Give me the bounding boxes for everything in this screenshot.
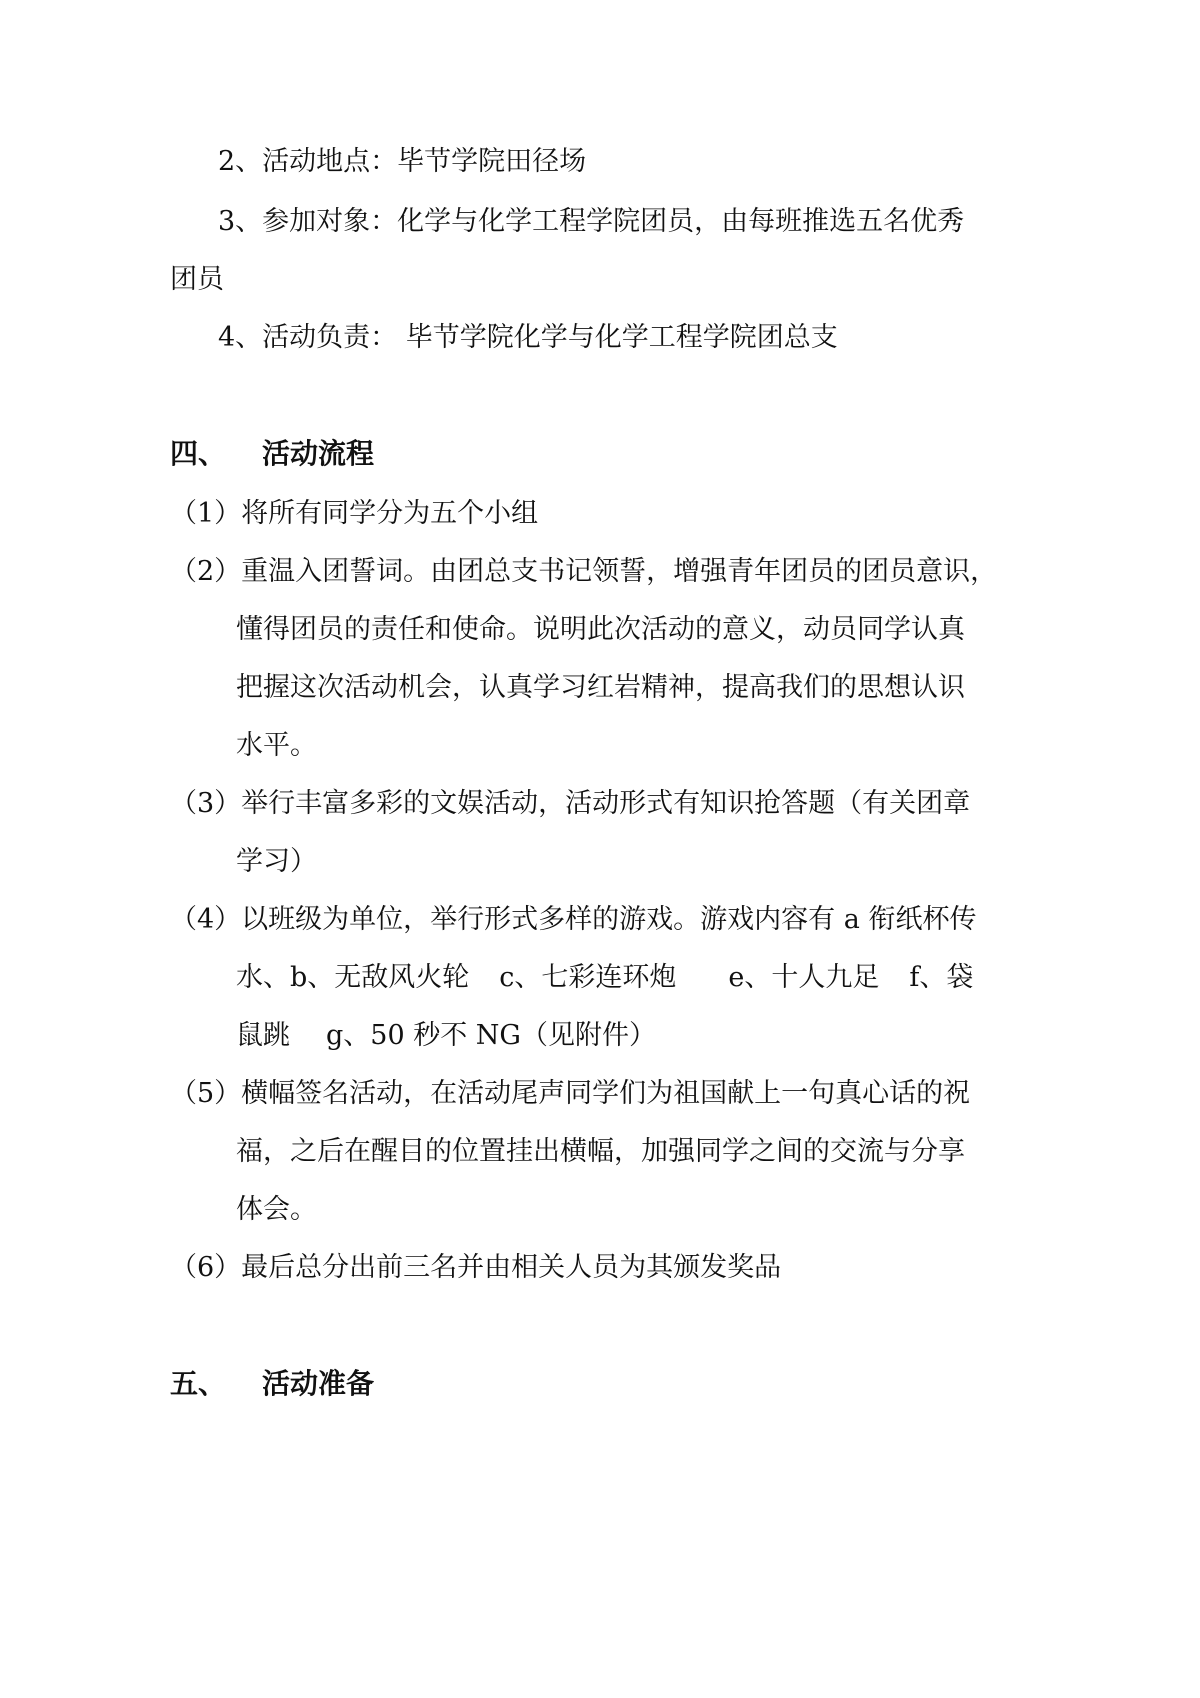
participants-line-1: 3、参加对象：化学与化学工程学院团员，由每班推选五名优秀 [218, 206, 965, 237]
section-5-number: 五、 [170, 1367, 227, 1400]
game-list-part-a: 水、b、无敌风火轮 [236, 962, 470, 993]
section-5-heading [170, 1366, 374, 1402]
step-2-line-3: 把握这次活动机会，认真学习红岩精神，提高我们的思想认识 [236, 672, 965, 703]
step-2-line-2: 懂得团员的责任和使命。说明此次活动的意义，动员同学认真 [236, 614, 965, 645]
game-list-part-d: f、袋 [909, 962, 974, 993]
step-4-line-1: （4）以班级为单位，举行形式多样的游戏。游戏内容有 a 衔纸杯传 [170, 904, 977, 935]
step-2-line-1: （2）重温入团誓词。由团总支书记领誓，增强青年团员的团员意识， [170, 556, 998, 587]
step-4-line-3 [236, 1018, 656, 1054]
step-6: （6）最后总分出前三名并由相关人员为其颁发奖品 [170, 1252, 782, 1283]
step-3-line-2: 学习） [236, 846, 317, 877]
step-2-line-4: 水平。 [236, 730, 317, 761]
game-list-part-b: c、七彩连环炮 [499, 962, 677, 993]
step-5-line-3: 体会。 [236, 1194, 317, 1225]
game-list-part-e: 鼠跳 [236, 1020, 290, 1051]
section-4-number: 四、 [170, 437, 227, 470]
step-5-line-2: 福，之后在醒目的位置挂出横幅，加强同学之间的交流与分享 [236, 1136, 965, 1167]
game-list-part-f: g、50 秒不 NG（见附件） [326, 1020, 656, 1051]
participants-line-2: 团员 [170, 264, 224, 295]
step-3-line-1: （3）举行丰富多彩的文娱活动，活动形式有知识抢答题（有关团章 [170, 788, 971, 819]
section-4-title: 活动流程 [262, 437, 375, 470]
step-5-line-1: （5）横幅签名活动，在活动尾声同学们为祖国献上一句真心话的祝 [170, 1078, 971, 1109]
activity-organizer: 4、活动负责： 毕节学院化学与化学工程学院团总支 [218, 322, 838, 353]
section-5-title: 活动准备 [262, 1367, 375, 1400]
section-4-heading [170, 436, 374, 472]
step-4-line-2 [236, 960, 973, 996]
game-list-part-c: e、十人九足 [728, 962, 880, 993]
activity-location: 2、活动地点：毕节学院田径场 [218, 146, 587, 177]
step-1: （1）将所有同学分为五个小组 [170, 498, 539, 529]
